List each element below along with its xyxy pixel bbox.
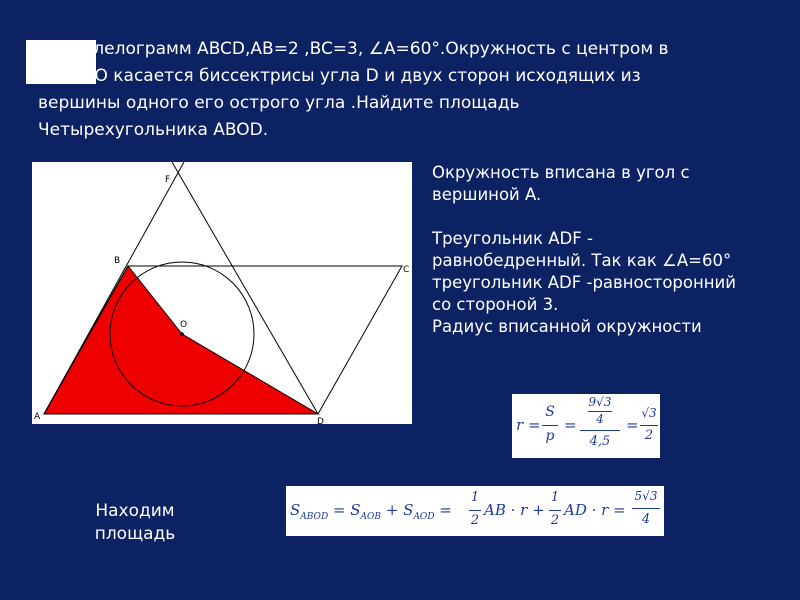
solution-line: вершиной A. bbox=[432, 185, 542, 204]
fraction-bar bbox=[542, 425, 558, 426]
solution-line: равнобедренный. Так как ∠A=60° bbox=[432, 251, 732, 270]
problem-line-1: Параллелограмм ABCD,AB=2 ,BC=3, ∠A=60°.Окружность с центром в bbox=[38, 39, 669, 59]
fraction-bar bbox=[640, 425, 658, 426]
label-d: D bbox=[317, 417, 324, 424]
fraction-bar bbox=[580, 430, 620, 431]
formula-s-aob: AOB bbox=[360, 512, 382, 522]
label-a: A bbox=[34, 412, 41, 422]
formula-r-eq2: = bbox=[626, 416, 639, 434]
problem-line-4: Четырехугольника ABOD. bbox=[38, 120, 269, 140]
formula-s-term2: AD · r = bbox=[564, 501, 626, 519]
fraction-bar bbox=[469, 510, 481, 511]
formula-s-lhs bbox=[290, 501, 452, 522]
formula-r-s: S bbox=[545, 404, 555, 420]
half-num: 1 bbox=[470, 490, 480, 505]
solution-line: Радиус вписанной окружности bbox=[432, 317, 702, 336]
radius-formula bbox=[512, 394, 660, 458]
problem-statement bbox=[38, 36, 778, 144]
spacer bbox=[432, 206, 792, 228]
fraction-bar bbox=[632, 508, 660, 509]
formula-s-lhs-s: S bbox=[290, 501, 301, 519]
formula-r-res-den: 2 bbox=[644, 428, 654, 443]
final-label-line-2: площадь bbox=[94, 524, 176, 544]
formula-s-res-den: 4 bbox=[641, 512, 651, 527]
label-f: F bbox=[165, 175, 171, 185]
fraction-bar bbox=[549, 510, 561, 511]
center-point-o bbox=[180, 332, 184, 336]
half-den: 2 bbox=[550, 513, 560, 528]
formula-r-big-den: 4,5 bbox=[589, 434, 611, 449]
formula-s-lhs-sub: ABOD bbox=[300, 512, 329, 522]
final-label bbox=[80, 500, 190, 546]
figure-svg bbox=[32, 162, 412, 424]
geometry-figure bbox=[32, 162, 412, 424]
solution-line: Треугольник ADF - bbox=[432, 229, 593, 248]
problem-line-3: вершины одного его острого угла .Найдите площадь bbox=[38, 93, 520, 113]
label-o: O bbox=[180, 320, 188, 330]
label-b: B bbox=[114, 256, 121, 266]
area-formula bbox=[286, 486, 664, 536]
formula-s-eq2: = bbox=[434, 501, 452, 519]
formula-s-aod: AOD bbox=[413, 512, 435, 522]
final-label-line-1: Находим bbox=[95, 501, 175, 521]
formula-r-big-num: 9√3 bbox=[588, 395, 612, 409]
formula-r-eq1: = bbox=[564, 416, 577, 434]
solution-line: со стороной 3. bbox=[432, 295, 559, 314]
problem-line-2: точке O касается биссектрисы угла D и двух сторон исходящих из bbox=[38, 66, 641, 86]
formula-r-lhs: r = bbox=[516, 416, 541, 434]
formula-r-p: p bbox=[545, 428, 555, 444]
solution-line: Окружность вписана в угол с bbox=[432, 163, 690, 182]
formula-r-big-num-sub: 4 bbox=[596, 412, 604, 426]
formula-s-res-num: 5√3 bbox=[634, 489, 658, 503]
formula-s-eq: = S bbox=[328, 501, 361, 519]
label-c: C bbox=[403, 265, 410, 275]
half-num: 1 bbox=[550, 490, 560, 505]
solution-text bbox=[432, 162, 792, 338]
formula-r-res-num: √3 bbox=[641, 406, 657, 420]
formula-s-term1: AB · r + bbox=[484, 501, 545, 519]
solution-line: треугольник ADF -равносторонний bbox=[432, 273, 737, 292]
half-den: 2 bbox=[470, 513, 480, 528]
formula-s-plus: + S bbox=[381, 501, 414, 519]
